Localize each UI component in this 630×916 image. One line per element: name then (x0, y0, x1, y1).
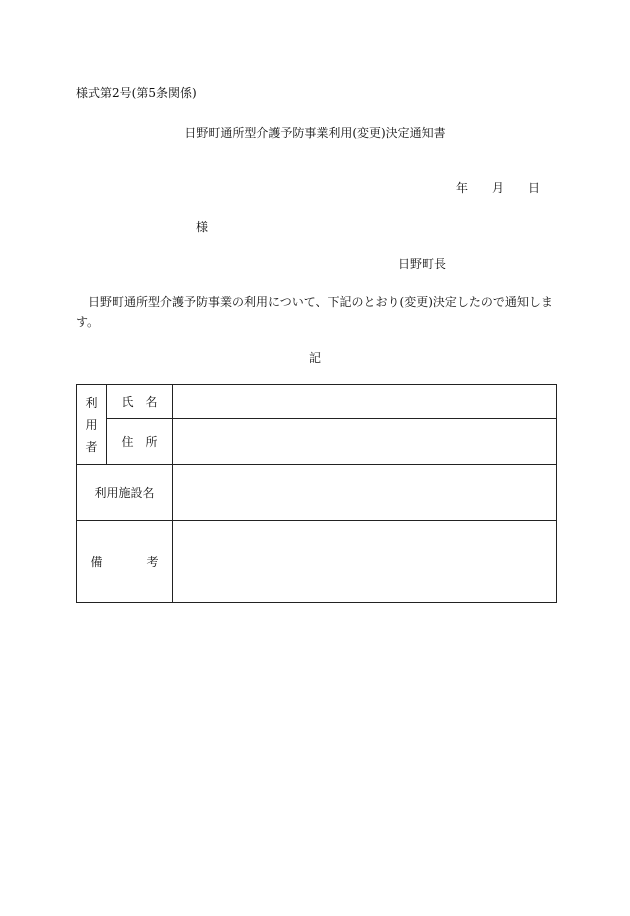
body-text: 日野町通所型介護予防事業の利用について、下記のとおり(変更)決定したので通知します。 (76, 295, 553, 329)
remarks-label-char-1: 備 (90, 555, 103, 569)
address-label-cell (107, 419, 173, 465)
sender-name: 日野町長 (398, 257, 447, 271)
address-label-char-2: 所 (145, 435, 158, 449)
name-label-cell (107, 385, 173, 419)
date-line (456, 179, 540, 196)
record-heading: 記 (308, 351, 321, 365)
addressee-honorific: 様 (196, 220, 209, 234)
user-header-cell (77, 385, 107, 465)
remarks-value-cell[interactable] (173, 521, 557, 603)
user-char-3: 者 (85, 439, 98, 454)
user-char-2: 用 (85, 417, 98, 432)
remarks-label-char-2: 考 (146, 555, 159, 569)
date-year-label: 年 (456, 181, 469, 195)
address-label-char-1: 住 (121, 435, 134, 449)
form-number: 様式第2号(第5条関係) (76, 86, 197, 100)
table-row-address (77, 419, 557, 465)
name-label-char-1: 氏 (121, 395, 134, 409)
table-row-remarks (77, 521, 557, 603)
name-value-cell[interactable] (173, 385, 557, 419)
document-title: 日野町通所型介護予防事業利用(変更)決定通知書 (184, 126, 446, 140)
date-day-label: 日 (528, 181, 541, 195)
date-month-label: 月 (492, 181, 505, 195)
address-value-cell[interactable] (173, 419, 557, 465)
remarks-label-cell (77, 521, 173, 603)
table-row-facility (77, 465, 557, 521)
info-table (76, 384, 557, 603)
facility-label-cell: 利用施設名 (77, 465, 173, 521)
table-row-name (77, 385, 557, 419)
facility-value-cell[interactable] (173, 465, 557, 521)
name-label-char-2: 名 (145, 395, 158, 409)
user-char-1: 利 (85, 395, 98, 410)
